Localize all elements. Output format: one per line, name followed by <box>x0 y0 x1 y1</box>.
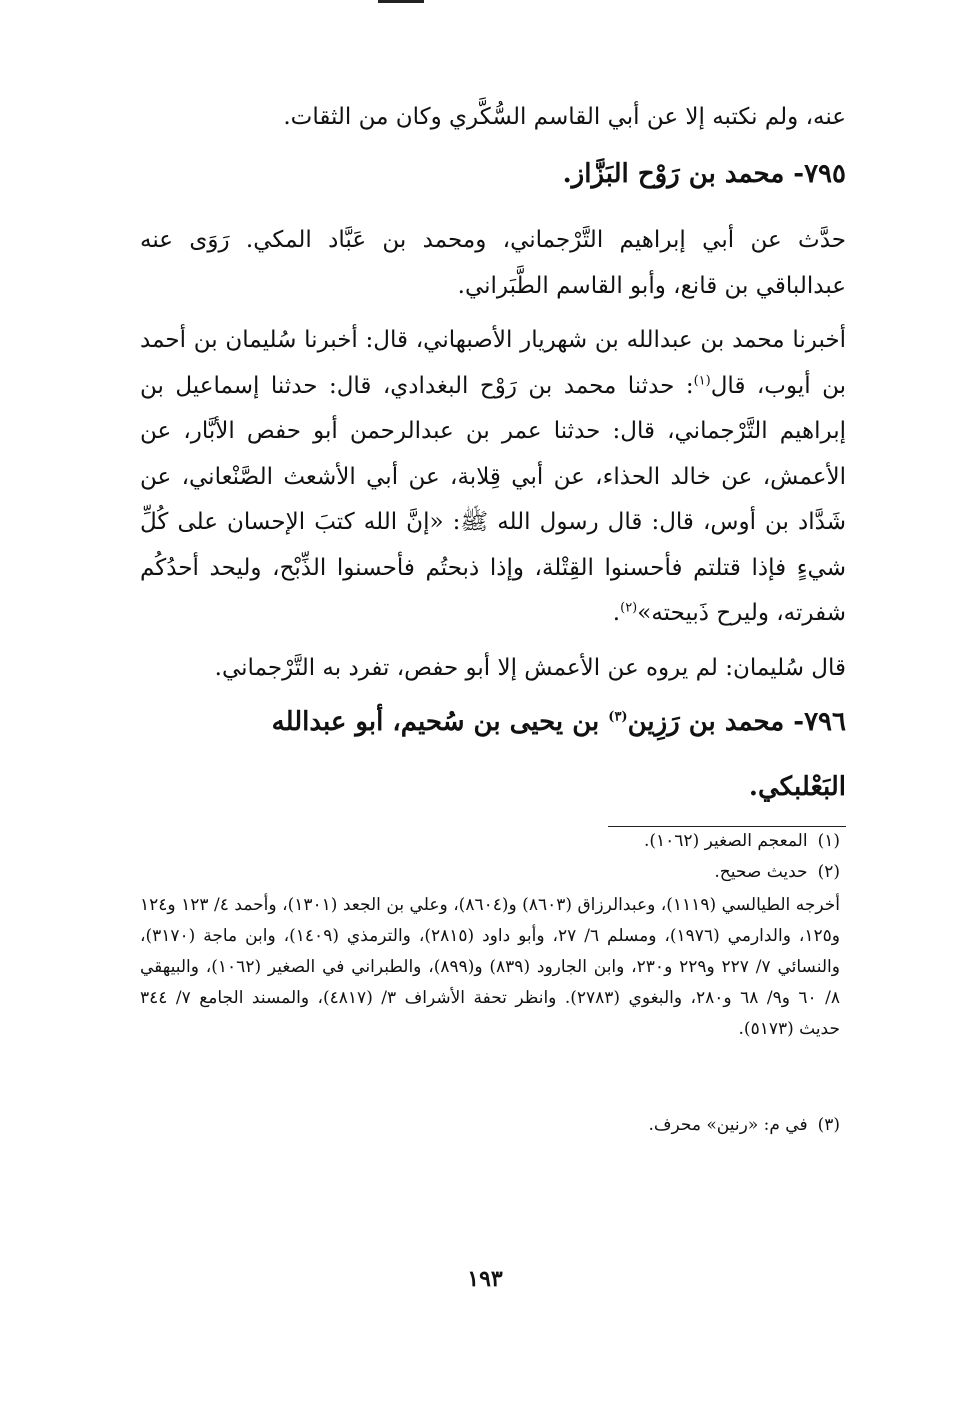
entry-795-heading <box>140 146 846 202</box>
entry-795-comment <box>140 645 846 691</box>
footnote-2-mark: (٢) <box>817 862 840 882</box>
footnote-2 <box>140 857 840 888</box>
intro-line <box>140 94 846 140</box>
entry-796-heading-line2 <box>140 759 846 815</box>
comment-text: قال سُليمان: لم يروه عن الأعمش إلا أبو حفص، تفرد به التَّرْجماني. <box>214 655 846 681</box>
footnote-3-text: في م: «رنين» محرف. <box>648 1115 808 1135</box>
footnote-2-detail <box>140 890 840 1045</box>
entry-796-heading <box>140 694 846 750</box>
hadith-end: . <box>612 600 621 626</box>
entry-795-isnad <box>140 318 846 637</box>
footnote-3-mark: (٣) <box>817 1115 840 1135</box>
page-number: ١٩٣ <box>467 1266 503 1292</box>
footnote-2-detail-text: أخرجه الطيالسي (١١١٩)، وعبدالرزاق (٨٦٠٣) و(٨٦٠٤)، وعلي بن الجعد (١٣٠١)، وأحمد ٤/ ١٢٣ و١٢٤ و١٢٥، والدارمي (١٩٧٦)، ومسلم ٦/ ٢٧، وأبو داود (٢٨١٥)، والترمذي (١٤٠٩)، وابن ماجة (٣١٧٠)، والنسائي ٧/ ٢٢٧ و٢٢٩ و٢٣٠، وابن الجارود (٨٣٩) و(٨٩٩)، والطبراني في الصغير (١٠٦٢)، والبيهقي ٨/ ٦٠ و٩/ ٦٨ و٢٨٠، والبغوي (٢٧٨٣). وانظر تحفة الأشراف ٣/ (٤٨١٧)، والمسند الجامع ٧/ ٣٤٤ حديث (٥١٧٣). <box>140 895 841 1039</box>
entry-795-bio <box>140 218 846 309</box>
footnote-1-text: المعجم الصغير (١٠٦٢). <box>643 831 808 851</box>
isnad-hadith-text: : حدثنا محمد بن رَوْح البغدادي، قال: حدثنا إسماعيل بن إبراهيم التَّرْجماني، قال: حدثنا عمر بن عبدالرحمن أبو حفص الأبَّار، عن الأعمش، عن خالد الحذاء، عن أبي قِلابة، عن أبي الأشعث الصَّنْعاني، عن شَدَّاد بن أوس، قال: قال رسول الله ﷺ: «إنَّ الله كتبَ الإحسان على كُلِّ شيءٍ فإذا قتلتم فأحسنوا القِتْلة، وإذا ذبحتُم فأحسنوا الذِّبْح، وليحد أحدُكُم شفرته، وليرح ذَبيحته» <box>140 372 846 626</box>
footnote-3 <box>140 1110 840 1141</box>
intro-text: عنه، ولم نكتبه إلا عن أبي القاسم السُّكَّري وكان من الثقات. <box>283 104 846 130</box>
footnote-ref-2[interactable]: (٢) <box>620 600 638 616</box>
footnote-1-mark: (١) <box>817 831 840 851</box>
entry-796-title-end: بن يحيى بن سُحيم، أبو عبدالله <box>271 707 609 737</box>
isnad-start: أخبرنا محمد بن عبدالله بن شهريار الأصبهاني، قال: أخبرنا سُليمان بن أحمد بن أيوب، قال <box>140 327 846 399</box>
entry-795-title: ٧٩٥- محمد بن رَوْح البَزَّاز. <box>562 159 846 189</box>
footnote-1 <box>140 826 840 857</box>
entry-796-title-line2: البَعْلبكي. <box>748 772 846 802</box>
footnote-2-text: حديث صحيح. <box>714 862 808 882</box>
entry-795-bio-text: حدَّث عن أبي إبراهيم التَّرْجماني، ومحمد بن عَبَّاد المكي. رَوَى عنه عبدالباقي بن قانع، وأبو القاسم الطَّبَراني. <box>140 227 846 299</box>
top-edge-mark <box>378 0 424 3</box>
footnote-ref-1[interactable]: (١) <box>693 372 711 388</box>
footnote-ref-3[interactable]: (٣) <box>608 709 628 725</box>
entry-796-title-start: ٧٩٦- محمد بن رَزِين <box>627 707 846 737</box>
